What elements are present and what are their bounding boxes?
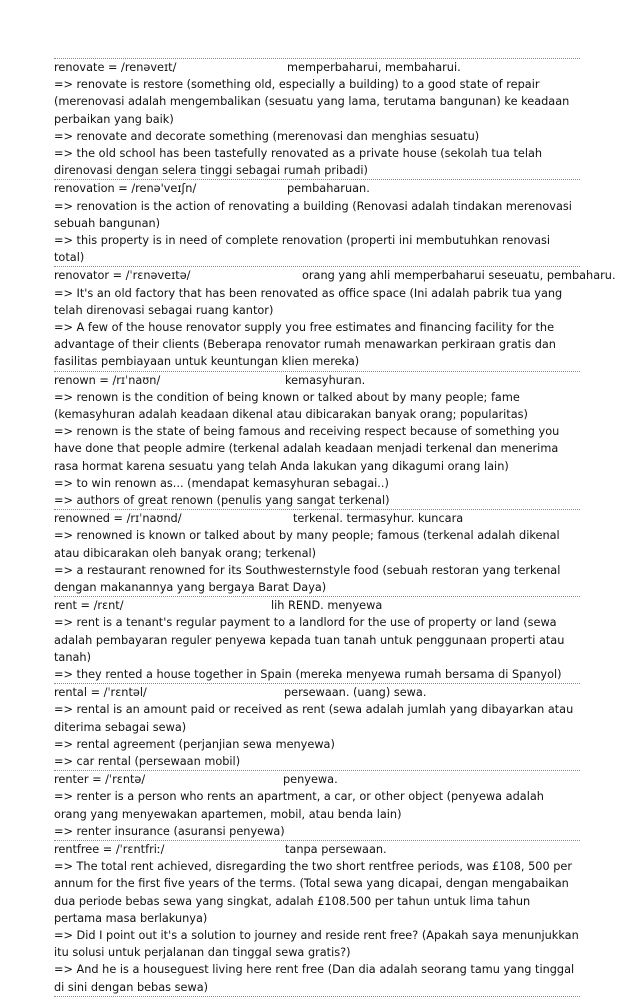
example-sentence: => they rented a house together in Spain (mereka menyewa rumah bersama di Spanyol) xyxy=(54,668,562,682)
example-sentence: => It's an old factory that has been renovated as office space (Ini adalah pabrik tua yang telah direnovasi sebagai ruang kantor) xyxy=(54,286,563,317)
entry-heading xyxy=(54,510,580,527)
entry-heading xyxy=(54,372,580,389)
example-sentence: => Did I point out it's a solution to journey and reside rent free? (Apakah saya menunjukkan itu solusi untuk perjalanan dan tinggal sewa gratis?) xyxy=(54,929,579,960)
dictionary-entry xyxy=(54,597,580,684)
headword-pronunciation: renowned = /rɪˈnaʊnd/ xyxy=(54,512,182,526)
entry-heading xyxy=(54,59,580,76)
example-sentence: => to win renown as... (mendapat kemasyhuran sebagai..) xyxy=(54,476,389,490)
meaning-translation: persewaan. (uang) sewa. xyxy=(284,686,427,700)
entry-heading xyxy=(54,841,580,858)
example-sentence: => The total rent achieved, disregarding the two short rentfree periods, was £108, 500 per annum for the first five years of the terms. (Total sewa yang dicapai, dengan mengabaikan dua periode bebas sewa yang singkat, adalah £108.500 per tahun untuk lima tahun pertama masa berlakunya) xyxy=(54,860,573,925)
example-sentence: => a restaurant renowned for its Southwesternstyle food (sebuah restoran yang terkenal dengan makanannya yang bergaya Barat Daya) xyxy=(54,563,561,595)
meaning-translation: penyewa. xyxy=(283,773,338,787)
dictionary-entry xyxy=(54,267,616,371)
entry-heading xyxy=(54,684,580,701)
headword-pronunciation: renown = /rɪˈnaʊn/ xyxy=(54,373,161,387)
example-sentence: => renovate is restore (something old, especially a building) to a good state of repair (merenovasi adalah mengembalikan (sesuatu yang lama, terutama bangunan) ke keadaan perbaikan yang baik) xyxy=(54,78,570,126)
headword-pronunciation: renovation = /renə'veɪʃn/ xyxy=(54,182,197,196)
example-sentence: => renown is the state of being famous and receiving respect because of something you have done that people admire (terkenal adalah keadaan menjadi terkenal dan menerima rasa hormat karena sesuatu yang telah Anda lakukan yang dikagumi orang lain) xyxy=(54,425,560,473)
headword-pronunciation: rent = /rɛnt/ xyxy=(54,599,124,613)
example-sentence: => renovation is the action of renovating a building (Renovasi adalah tindakan merenovasi sebuah bangunan) xyxy=(54,199,572,230)
headword-pronunciation: renovator = /ˈrɛnəveɪtə/ xyxy=(54,269,191,283)
meaning-translation: memperbaharui, membaharui. xyxy=(287,61,461,74)
example-sentence: => car rental (persewaan mobil) xyxy=(54,755,241,769)
meaning-translation: orang yang ahli memperbaharui seseuatu, pembaharu. xyxy=(302,269,616,283)
dictionary-entry xyxy=(54,510,580,597)
example-sentence: => this property is in need of complete renovation (properti ini membutuhkan renovasi total) xyxy=(54,234,551,265)
headword-pronunciation: rentfree = /ˈrɛntfriː/ xyxy=(54,843,165,857)
meaning-translation: lih REND. menyewa xyxy=(271,599,383,613)
meaning-translation: tanpa persewaan. xyxy=(285,843,387,857)
example-sentence: => A few of the house renovator supply you free estimates and financing facility for the advantage of their clients (Beberapa renovator rumah menawarkan perkiraan gratis dan fasilitas pembiayaan untuk keuntungan klien mereka) xyxy=(54,321,556,369)
dictionary-entry xyxy=(54,58,580,180)
headword-pronunciation: renter = /ˈrɛntə/ xyxy=(54,773,146,787)
entry-heading xyxy=(54,267,616,284)
example-sentence: => rental agreement (perjanjian sewa menyewa) xyxy=(54,737,335,751)
example-sentence: => renter insurance (asuransi penyewa) xyxy=(54,824,285,838)
entry-heading xyxy=(54,180,580,197)
dictionary-entry xyxy=(54,684,580,771)
example-sentence: => renown is the condition of being known or talked about by many people; fame (kemasyhuran adalah keadaan dikenal atau dibicarakan banyak orang; popularitas) xyxy=(54,390,528,421)
example-sentence: => renter is a person who rents an apartment, a car, or other object (penyewa adalah orang yang menyewakan apartemen, mobil, atau benda lain) xyxy=(54,790,544,821)
entry-heading xyxy=(54,771,580,788)
meaning-translation: kemasyhuran. xyxy=(285,373,366,387)
dictionary-entry xyxy=(54,372,580,511)
example-sentence: => renowned is known or talked about by many people; famous (terkenal adalah dikenal atau dibicarakan oleh banyak orang; terkenal) xyxy=(54,529,560,560)
headword-pronunciation: rental = /ˈrɛntəl/ xyxy=(54,686,147,700)
meaning-translation: terkenal. termasyhur. kuncara xyxy=(293,512,464,526)
example-sentence: => rent is a tenant's regular payment to a landlord for the use of property or land (sewa adalah pembayaran reguler penyewa kepada tuan tanah untuk penggunaan properti atau tanah) xyxy=(54,616,565,664)
meaning-translation: pembaharuan. xyxy=(287,182,370,196)
dictionary-entry xyxy=(54,841,580,997)
example-sentence: => renovate and decorate something (merenovasi dan menghias sesuatu) xyxy=(54,129,480,143)
example-sentence: => the old school has been tastefully renovated as a private house (sekolah tua telah direnovasi dengan selera tinggi sebagai rumah pribadi) xyxy=(54,147,543,178)
example-sentence: => authors of great renown (penulis yang sangat terkenal) xyxy=(54,494,390,508)
example-sentence: => And he is a houseguest living here rent free (Dan dia adalah seorang tamu yang tinggal di sini dengan bebas sewa) xyxy=(54,963,575,994)
headword-pronunciation: renovate = /renəveɪt/ xyxy=(54,61,177,74)
dictionary-entry xyxy=(54,771,580,841)
vocabulary-sheet xyxy=(54,58,616,997)
example-sentence: => rental is an amount paid or received as rent (sewa adalah jumlah yang dibayarkan atau diterima sebagai sewa) xyxy=(54,703,574,734)
entry-heading xyxy=(54,597,580,614)
dictionary-entry xyxy=(54,180,580,267)
